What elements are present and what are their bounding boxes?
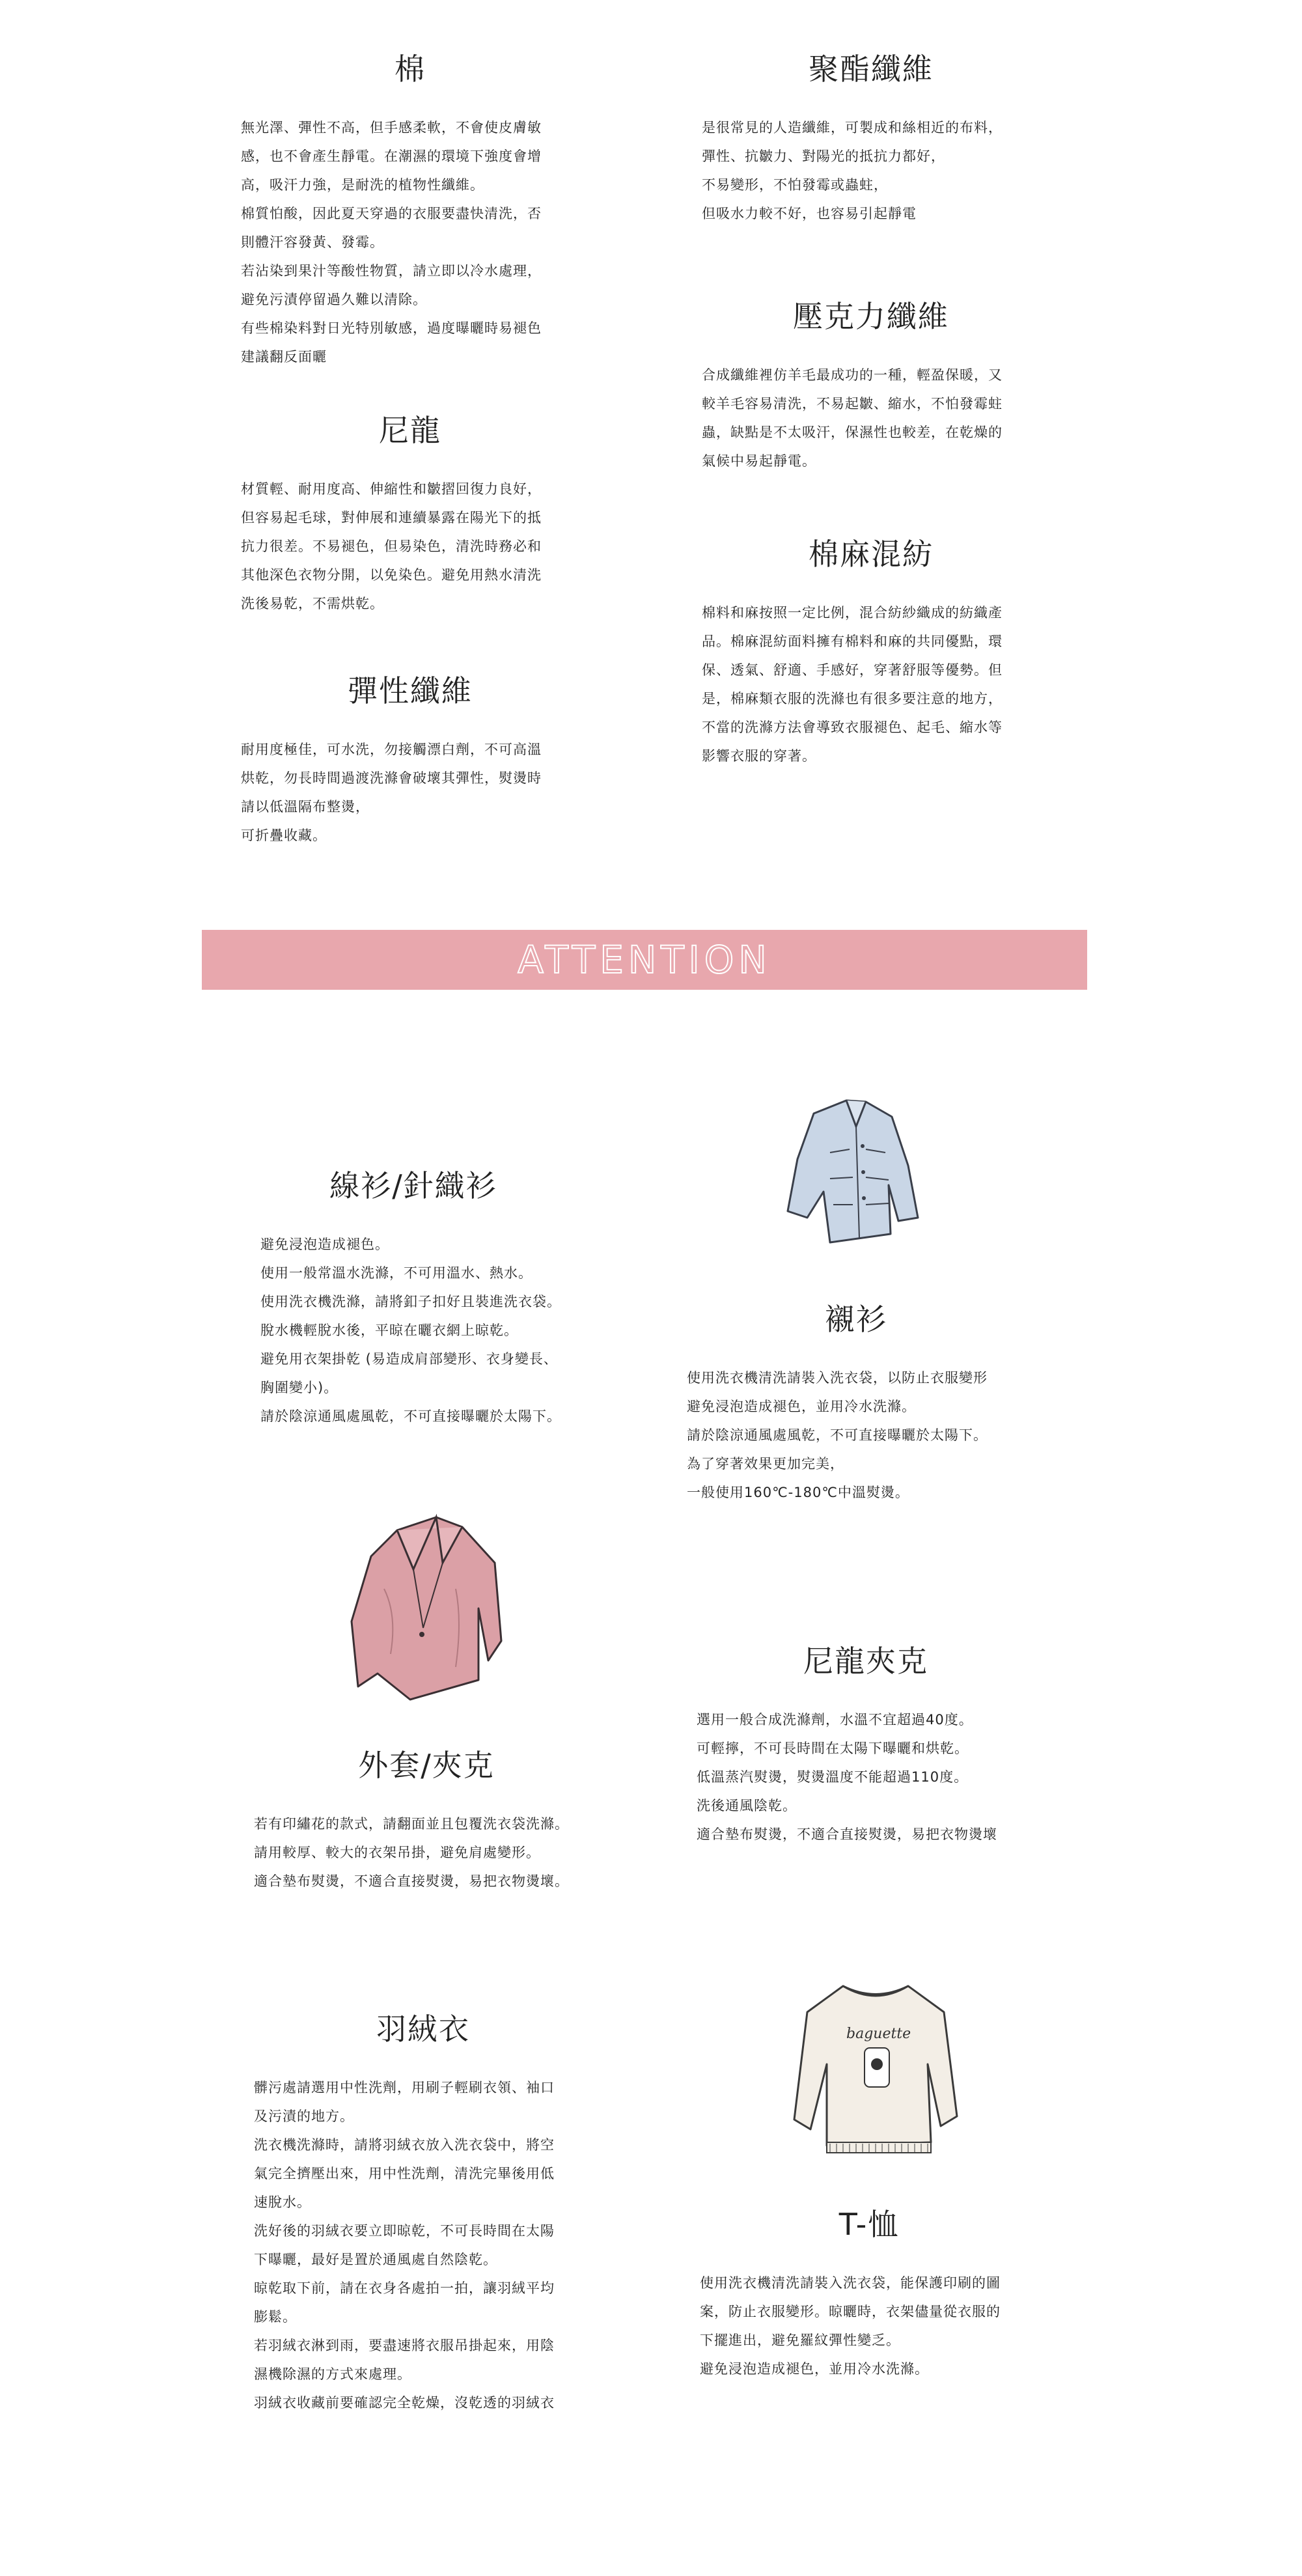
text-line: 建議翻反面曬 bbox=[241, 349, 327, 365]
text-line: 若羽絨衣淋到雨，要盡速將衣服吊掛起來，用陰 bbox=[254, 2338, 555, 2353]
knit-section bbox=[260, 1162, 566, 1431]
text-line: 無光澤、彈性不高，但手感柔軟，不會使皮膚敏 bbox=[241, 120, 542, 135]
polyester-title: 聚酯纖維 bbox=[809, 51, 934, 87]
text-line: 氣候中易起靜電。 bbox=[702, 453, 816, 469]
text-line: 脫水機輕脫水後，平晾在曬衣網上晾乾。 bbox=[260, 1323, 518, 1338]
nylon-jacket-text bbox=[697, 1705, 1035, 1849]
nylon-text bbox=[241, 475, 579, 618]
cotton-section bbox=[241, 46, 579, 371]
text-line: 可輕擰，不可長時間在太陽下曝曬和烘乾。 bbox=[697, 1741, 969, 1756]
polyester-text bbox=[702, 113, 1040, 228]
coat-text bbox=[254, 1810, 599, 1896]
text-line: 適合墊布熨燙，不適合直接熨燙，易把衣物燙壞 bbox=[697, 1827, 997, 1842]
text-line: 棉料和麻按照一定比例，混合紡紗織成的紡織產 bbox=[702, 605, 1003, 621]
text-line: 氣完全擠壓出來，用中性洗劑，清洗完畢後用低 bbox=[254, 2166, 555, 2181]
text-line: 烘乾，勿長時間過渡洗滌會破壞其彈性，熨燙時 bbox=[241, 770, 542, 786]
text-line: 影響衣服的穿著。 bbox=[702, 748, 816, 764]
text-line: 案，防止衣服變形。晾曬時，衣架儘量從衣服的 bbox=[700, 2304, 1001, 2319]
text-line: 請用較厚、較大的衣架吊掛，避免肩處變形。 bbox=[254, 1845, 540, 1860]
text-line: 但吸水力較不好，也容易引起靜電 bbox=[702, 206, 917, 221]
attention-banner-text: ATTENTION bbox=[518, 938, 771, 982]
attention-banner bbox=[202, 930, 1087, 990]
text-line: 抗力很差。不易褪色，但易染色，清洗時務必和 bbox=[241, 539, 542, 554]
text-line: 請於陰涼通風處風乾，不可直接曝曬於太陽下。 bbox=[687, 1427, 988, 1443]
acrylic-title: 壓克力纖維 bbox=[793, 299, 949, 334]
cotton-text bbox=[241, 113, 579, 371]
text-line: 膨鬆。 bbox=[254, 2309, 297, 2325]
text-line: 選用一般合成洗滌劑，水溫不宜超過40度。 bbox=[697, 1712, 973, 1728]
text-line: 較羊毛容易清洗，不易起皺、縮水，不怕發霉蛀 bbox=[702, 396, 1003, 412]
text-line: 保、透氣、舒適、手感好，穿著舒服等優勢。但 bbox=[702, 662, 1003, 678]
nylon-jacket-section bbox=[697, 1638, 1035, 1849]
tshirt-section bbox=[700, 2201, 1038, 2383]
text-line: 避免浸泡造成褪色，並用冷水洗滌。 bbox=[700, 2361, 929, 2377]
text-line: 及污漬的地方。 bbox=[254, 2108, 354, 2124]
text-line: 是，棉麻類衣服的洗滌也有很多要注意的地方， bbox=[702, 691, 1003, 707]
down-section bbox=[254, 2006, 592, 2417]
elastic-text bbox=[241, 735, 579, 850]
sweatshirt-illustration-icon bbox=[781, 1967, 970, 2175]
down-title: 羽絨衣 bbox=[376, 2011, 470, 2047]
text-line: 速脫水。 bbox=[254, 2194, 311, 2210]
shirt-text bbox=[687, 1364, 1025, 1507]
knit-title: 線衫/針織衫 bbox=[329, 1168, 497, 1203]
text-line: 有些棉染料對日光特別敏感，過度曝曬時易褪色 bbox=[241, 320, 542, 336]
text-line: 合成纖維裡仿羊毛最成功的一種，輕盈保暖，又 bbox=[702, 367, 1003, 383]
text-line: 不當的洗滌方法會導致衣服褪色、起毛、縮水等 bbox=[702, 720, 1003, 735]
knit-text bbox=[260, 1230, 566, 1431]
text-line: 一般使用160℃-180℃中溫熨燙。 bbox=[687, 1485, 909, 1500]
text-line: 適合墊布熨燙，不適合直接熨燙，易把衣物燙壞。 bbox=[254, 1873, 569, 1889]
text-line: 避免浸泡造成褪色，並用冷水洗滌。 bbox=[687, 1399, 916, 1414]
text-line: 濕機除濕的方式來處理。 bbox=[254, 2366, 411, 2382]
text-line: 不易變形，不怕發霉或蟲蛀， bbox=[702, 177, 888, 193]
elastic-title: 彈性纖維 bbox=[348, 673, 473, 708]
elastic-section bbox=[241, 667, 579, 850]
text-line: 若有印繡花的款式，請翻面並且包覆洗衣袋洗滌。 bbox=[254, 1816, 569, 1832]
text-line: 為了穿著效果更加完美， bbox=[687, 1456, 844, 1472]
text-line: 避免用衣架掛乾 (易造成肩部變形、衣身變長、 bbox=[260, 1351, 558, 1367]
cotton-linen-title: 棉麻混紡 bbox=[809, 537, 934, 572]
shirt-section bbox=[687, 1296, 1025, 1507]
text-line: 使用洗衣機清洗請裝入洗衣袋，以防止衣服變形 bbox=[687, 1370, 988, 1386]
text-line: 是很常見的人造纖維，可製成和絲相近的布料， bbox=[702, 120, 1003, 135]
cotton-linen-text bbox=[702, 598, 1040, 770]
acrylic-section bbox=[702, 293, 1040, 475]
text-line: 請於陰涼通風處風乾，不可直接曝曬於太陽下。 bbox=[260, 1408, 561, 1424]
text-line: 蟲，缺點是不太吸汗，保濕性也較差，在乾燥的 bbox=[702, 425, 1003, 440]
text-line: 下擺進出，避免羅紋彈性變乏。 bbox=[700, 2332, 900, 2348]
acrylic-text bbox=[702, 361, 1040, 475]
coat-title: 外套/夾克 bbox=[358, 1748, 495, 1783]
text-line: 品。棉麻混紡面料擁有棉料和麻的共同優點，環 bbox=[702, 634, 1003, 649]
text-line: 髒污處請選用中性洗劑，用刷子輕刷衣領、袖口 bbox=[254, 2080, 555, 2095]
coat-section bbox=[254, 1742, 599, 1896]
shirt-title: 襯衫 bbox=[825, 1302, 887, 1337]
text-line: 晾乾取下前，請在衣身各處拍一拍，讓羽絨平均 bbox=[254, 2280, 555, 2296]
shirt-illustration-icon bbox=[768, 1087, 937, 1250]
text-line: 使用一般常溫水洗滌，不可用溫水、熱水。 bbox=[260, 1265, 533, 1281]
text-line: 洗後易乾，不需烘乾。 bbox=[241, 596, 384, 611]
text-line: 棉質怕酸，因此夏天穿過的衣服要盡快清洗，否 bbox=[241, 206, 542, 221]
text-line: 則體汗容發黃、發霉。 bbox=[241, 234, 384, 250]
text-line: 感，也不會產生靜電。在潮濕的環境下強度會增 bbox=[241, 148, 542, 164]
text-line: 羽絨衣收藏前要確認完全乾燥，沒乾透的羽絨衣 bbox=[254, 2395, 555, 2411]
cotton-linen-section bbox=[702, 531, 1040, 770]
text-line: 使用洗衣機清洗請裝入洗衣袋，能保護印刷的圖 bbox=[700, 2275, 1001, 2291]
text-line: 洗衣機洗滌時，請將羽絨衣放入洗衣袋中，將空 bbox=[254, 2137, 555, 2153]
sweatshirt-print-text: baguette bbox=[846, 2026, 911, 2042]
text-line: 洗好後的羽絨衣要立即晾乾，不可長時間在太陽 bbox=[254, 2223, 555, 2239]
coat-illustration-icon bbox=[339, 1511, 521, 1706]
nylon-jacket-title: 尼龍夾克 bbox=[803, 1644, 928, 1679]
text-line: 低溫蒸汽熨燙，熨燙溫度不能超過110度。 bbox=[697, 1769, 969, 1785]
tshirt-title: T-恤 bbox=[838, 2207, 900, 2242]
polyester-section bbox=[702, 46, 1040, 228]
text-line: 其他深色衣物分開，以免染色。避免用熱水清洗 bbox=[241, 567, 542, 583]
text-line: 可折疊收藏。 bbox=[241, 828, 327, 843]
text-line: 高，吸汗力強，是耐洗的植物性纖維。 bbox=[241, 177, 484, 193]
tshirt-text bbox=[700, 2269, 1038, 2383]
text-line: 彈性、抗皺力、對陽光的抵抗力都好， bbox=[702, 148, 945, 164]
down-text bbox=[254, 2073, 592, 2417]
text-line: 使用洗衣機洗滌，請將釦子扣好且裝進洗衣袋。 bbox=[260, 1294, 561, 1309]
text-line: 避免污漬停留過久難以清除。 bbox=[241, 292, 427, 307]
nylon-title: 尼龍 bbox=[379, 413, 441, 448]
text-line: 但容易起毛球，對伸展和連續暴露在陽光下的抵 bbox=[241, 510, 542, 525]
text-line: 避免浸泡造成褪色。 bbox=[260, 1237, 389, 1252]
text-line: 材質輕、耐用度高、伸縮性和皺摺回復力良好， bbox=[241, 481, 542, 497]
text-line: 若沾染到果汁等酸性物質，請立即以冷水處理， bbox=[241, 263, 542, 279]
text-line: 請以低溫隔布整燙， bbox=[241, 799, 370, 815]
text-line: 耐用度極佳，可水洗，勿接觸漂白劑，不可高溫 bbox=[241, 742, 542, 757]
cotton-title: 棉 bbox=[395, 51, 426, 87]
text-line: 胸圍變小)。 bbox=[260, 1380, 339, 1395]
text-line: 下曝曬，最好是置於通風處自然陰乾。 bbox=[254, 2252, 497, 2267]
nylon-section bbox=[241, 407, 579, 618]
text-line: 洗後通風陰乾。 bbox=[697, 1798, 797, 1813]
